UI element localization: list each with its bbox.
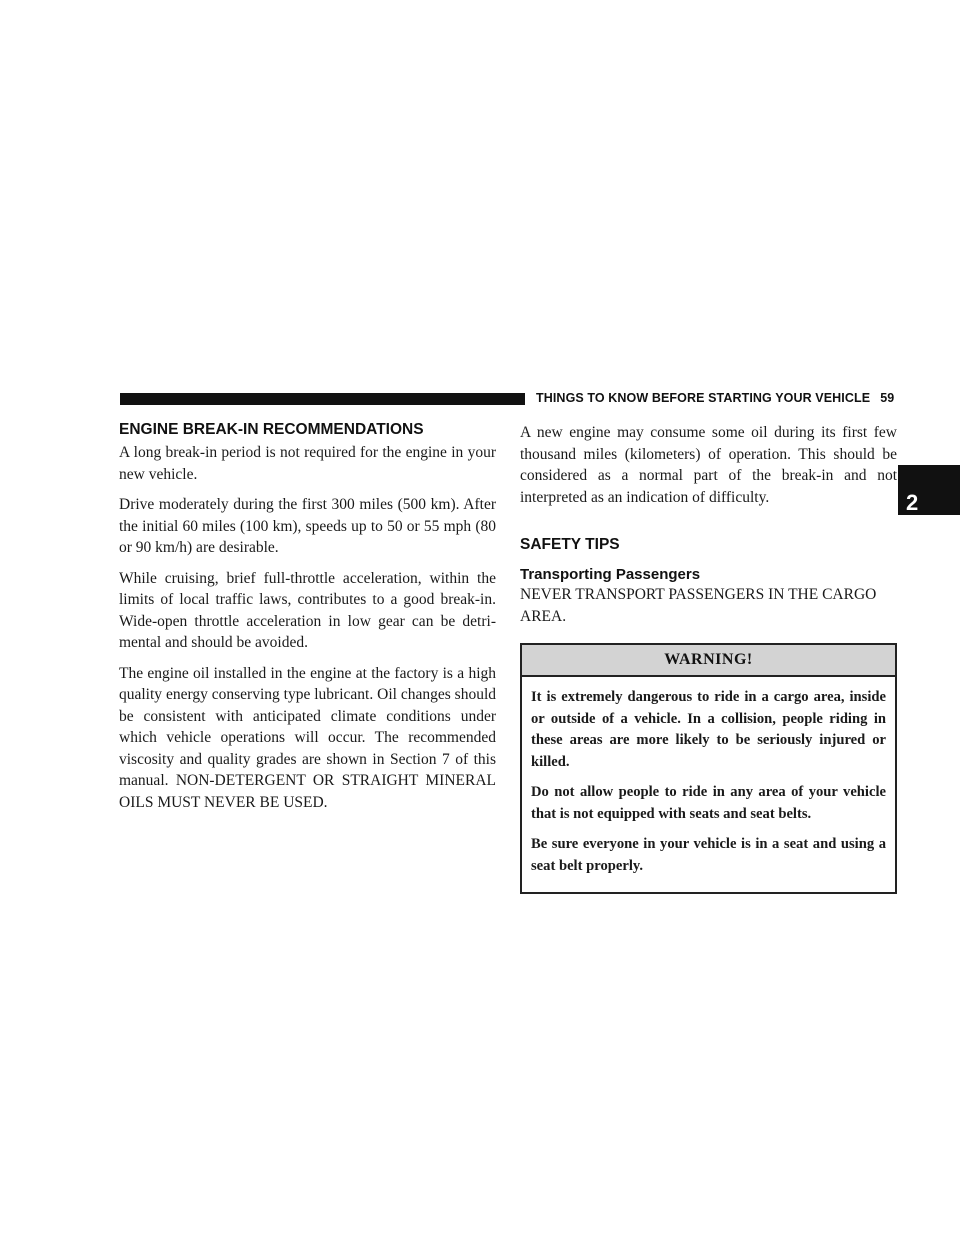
right-column bbox=[520, 422, 897, 894]
warning-body bbox=[522, 677, 895, 892]
left-column bbox=[119, 420, 496, 822]
engine-break-in-heading: ENGINE BREAK-IN RECOMMENDATIONS bbox=[119, 421, 424, 438]
running-header bbox=[536, 391, 894, 405]
chapter-tab-number: 2 bbox=[906, 490, 919, 515]
safety-tips-heading: SAFETY TIPS bbox=[520, 536, 620, 553]
oil-consumption-paragraph: A new engine may consume some oil during its first few thousand miles (kilometers) of operation. This should be considered as a normal part of the break-in and not interpreted as an indication of difficulty. bbox=[520, 424, 897, 506]
warning-paragraph: Be sure everyone in your vehicle is in a seat and using a seat belt properly. bbox=[531, 836, 886, 874]
left-paragraph: A long break-in period is not required for the engine in your new vehicle. bbox=[119, 444, 496, 483]
left-paragraph: While cruising, brief full-throttle acceleration, within the limits of local traffic laws, contributes to a good break-in. Wide-open throttle acceleration in low gear can be detri-mental and should be avoided. bbox=[119, 569, 496, 651]
warning-paragraph: It is extremely dangerous to ride in a cargo area, inside or outside of a vehicle. In a collision, people riding in these areas are more likely to be seriously injured or killed. bbox=[531, 689, 886, 770]
header-rule bbox=[120, 393, 525, 405]
cargo-area-paragraph: NEVER TRANSPORT PASSENGERS IN THE CARGO AREA. bbox=[520, 586, 877, 625]
page-number: 59 bbox=[880, 391, 895, 405]
warning-title: WARNING! bbox=[522, 645, 895, 677]
warning-box bbox=[520, 643, 897, 894]
left-paragraph: Drive moderately during the first 300 miles (500 km). After the initial 60 miles (100 km), speeds up to 50 or 55 mph (80 or 90 km/h) are desirable. bbox=[119, 496, 496, 556]
running-header-title: THINGS TO KNOW BEFORE STARTING YOUR VEHICLE bbox=[536, 391, 871, 405]
left-paragraph: The engine oil installed in the engine at the factory is a high quality energy conserving type lubricant. Oil changes should be consistent with anticipated climate conditions under which vehicle operations will occur. The recommended viscosity and quality grades are shown in Section 7 of this manual. NON-DETERGENT OR STRAIGHT MINERAL OILS MUST NEVER BE USED. bbox=[119, 664, 496, 811]
transporting-passengers-heading: Transporting Passengers bbox=[520, 566, 701, 583]
chapter-tab bbox=[898, 465, 960, 515]
warning-paragraph: Do not allow people to ride in any area of your vehicle that is not equipped with seats and seat belts. bbox=[531, 784, 886, 822]
